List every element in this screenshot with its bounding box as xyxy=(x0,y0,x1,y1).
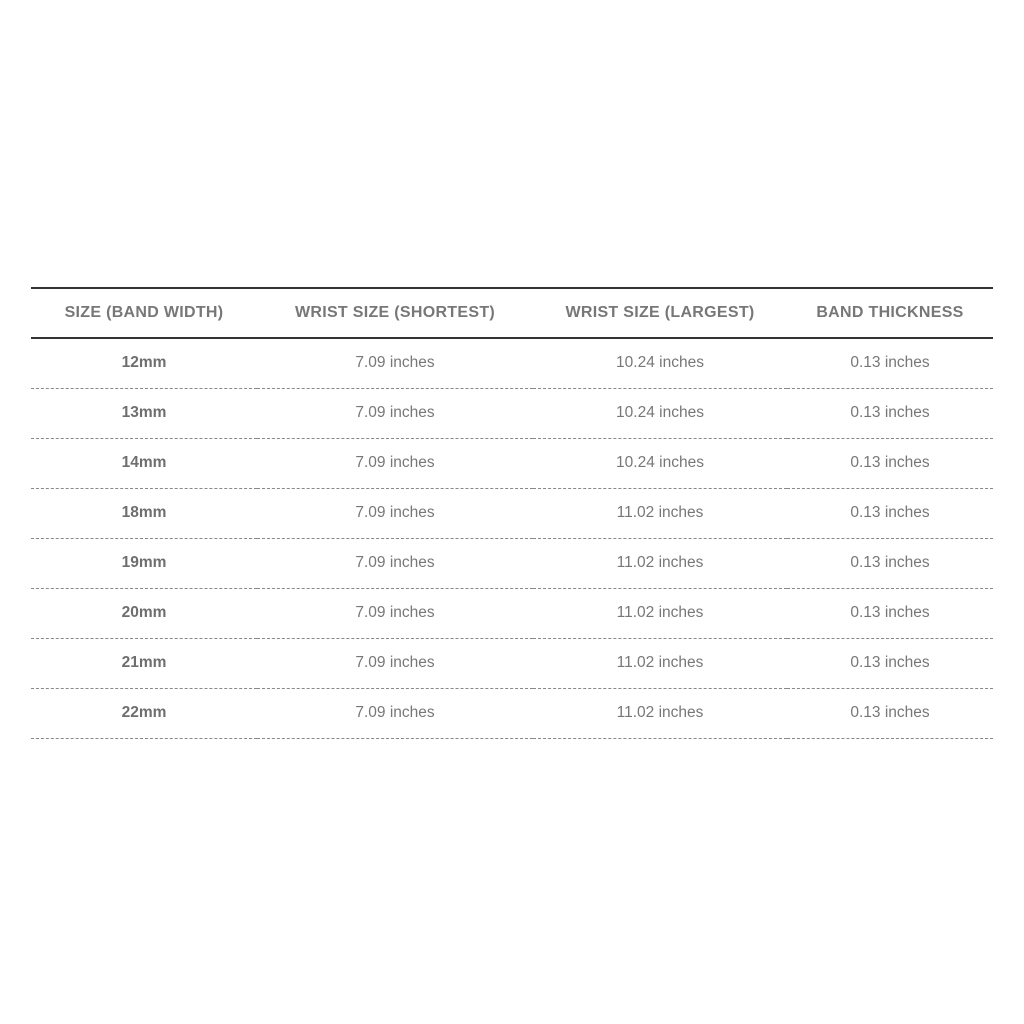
wrist-largest-cell: 10.24 inches xyxy=(533,388,787,438)
table-row xyxy=(31,488,993,538)
table-row xyxy=(31,438,993,488)
wrist-largest-cell: 11.02 inches xyxy=(533,638,787,688)
band-thickness-cell: 0.13 inches xyxy=(787,638,993,688)
size-cell: 18mm xyxy=(31,488,257,538)
table-row xyxy=(31,338,993,388)
wrist-shortest-cell: 7.09 inches xyxy=(257,388,533,438)
band-thickness-cell: 0.13 inches xyxy=(787,388,993,438)
header-band-thickness: BAND THICKNESS xyxy=(787,288,993,338)
table-body xyxy=(31,338,993,738)
header-wrist-size-shortest: WRIST SIZE (SHORTEST) xyxy=(257,288,533,338)
size-chart-table xyxy=(31,287,993,739)
wrist-shortest-cell: 7.09 inches xyxy=(257,588,533,638)
table-header xyxy=(31,288,993,338)
size-cell: 21mm xyxy=(31,638,257,688)
band-thickness-cell: 0.13 inches xyxy=(787,438,993,488)
wrist-largest-cell: 10.24 inches xyxy=(533,338,787,388)
size-cell: 13mm xyxy=(31,388,257,438)
header-wrist-size-largest: WRIST SIZE (LARGEST) xyxy=(533,288,787,338)
table-row xyxy=(31,388,993,438)
band-thickness-cell: 0.13 inches xyxy=(787,588,993,638)
table-row xyxy=(31,538,993,588)
size-cell: 20mm xyxy=(31,588,257,638)
band-thickness-cell: 0.13 inches xyxy=(787,488,993,538)
table-row xyxy=(31,588,993,638)
table-row xyxy=(31,638,993,688)
wrist-largest-cell: 10.24 inches xyxy=(533,438,787,488)
band-thickness-cell: 0.13 inches xyxy=(787,538,993,588)
header-size-band-width: SIZE (BAND WIDTH) xyxy=(31,288,257,338)
size-cell: 22mm xyxy=(31,688,257,738)
size-cell: 14mm xyxy=(31,438,257,488)
wrist-largest-cell: 11.02 inches xyxy=(533,488,787,538)
wrist-largest-cell: 11.02 inches xyxy=(533,538,787,588)
table-row xyxy=(31,688,993,738)
wrist-shortest-cell: 7.09 inches xyxy=(257,438,533,488)
wrist-shortest-cell: 7.09 inches xyxy=(257,638,533,688)
size-cell: 19mm xyxy=(31,538,257,588)
wrist-largest-cell: 11.02 inches xyxy=(533,588,787,638)
wrist-shortest-cell: 7.09 inches xyxy=(257,338,533,388)
size-cell: 12mm xyxy=(31,338,257,388)
wrist-largest-cell: 11.02 inches xyxy=(533,688,787,738)
wrist-shortest-cell: 7.09 inches xyxy=(257,688,533,738)
wrist-shortest-cell: 7.09 inches xyxy=(257,538,533,588)
band-thickness-cell: 0.13 inches xyxy=(787,338,993,388)
wrist-shortest-cell: 7.09 inches xyxy=(257,488,533,538)
band-thickness-cell: 0.13 inches xyxy=(787,688,993,738)
header-row xyxy=(31,288,993,338)
